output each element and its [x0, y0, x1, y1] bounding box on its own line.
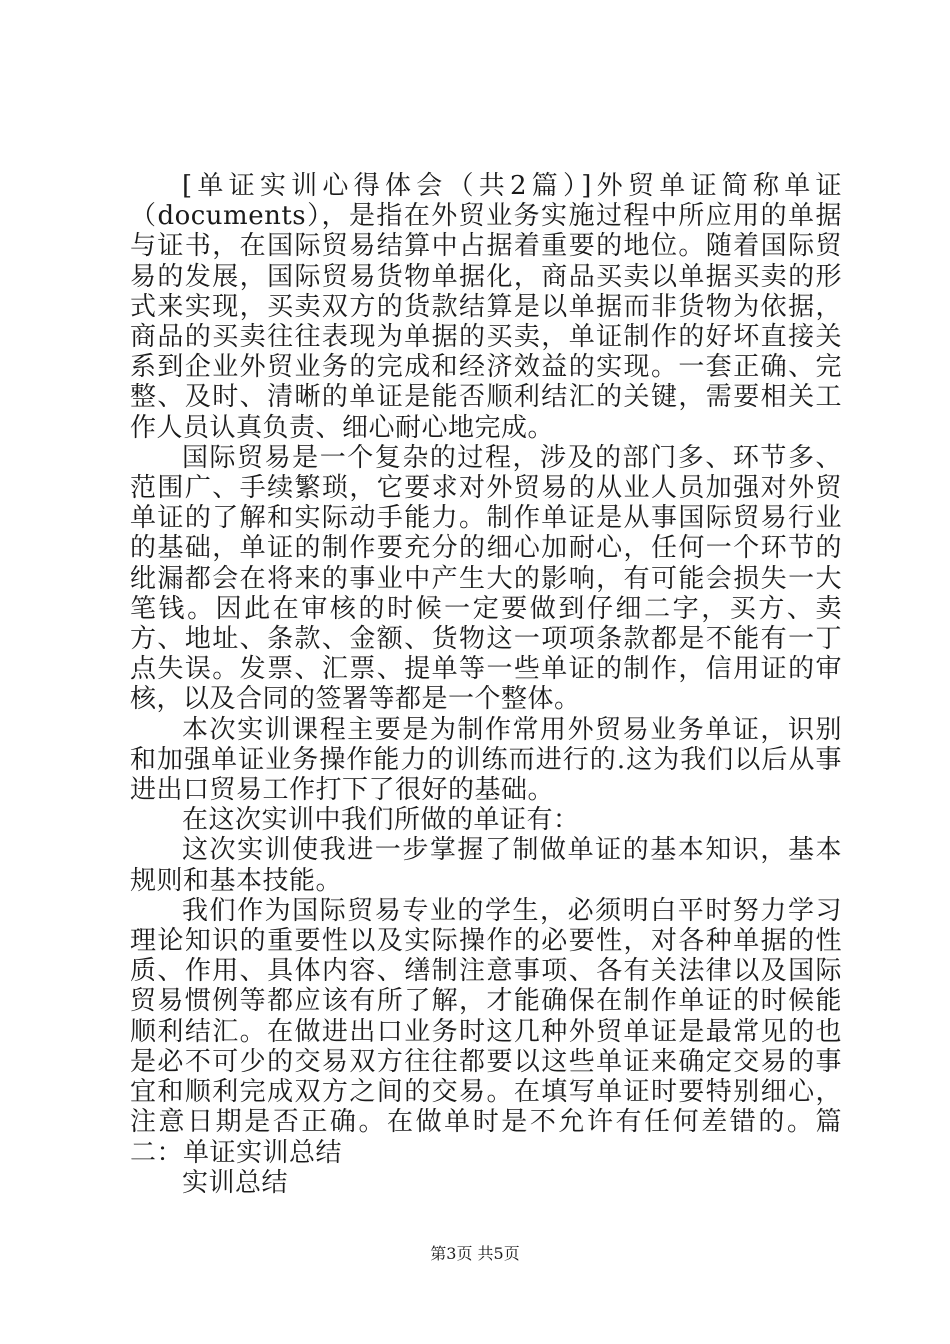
paragraph-intro: [单证实训心得体会（共2篇）]外贸单证简称单证（documents），是指在外贸业务实施过程中所应用的单据与证书，在国际贸易结算中占据着重要的地位。随着国际贸易的发展，国际贸易货物单据化，商品买卖以单据买卖的形式来实现，买卖双方的货款结算是以单据而非货物为依据，商品的买卖往往表现为单据的买卖，单证制作的好坏直接关系到企业外贸业务的完成和经济效益的实现。一套正确、完整、及时、清晰的单证是能否顺利结汇的关键，需要相关工作人员认真负责、细心耐心地完成。: [130, 171, 842, 443]
paragraph-section-heading: 实训总结: [182, 1167, 289, 1198]
paragraph-conclusion: 我们作为国际贸易专业的学生，必须明白平时努力学习理论知识的重要性以及实际操作的必要性，对各种单据的性质、作用、具体内容、缮制注意事项、各有关法律以及国际贸易惯例等都应该有所了解，才能确保在制作单证的时候能顺利结汇。在做进出口业务时这几种外贸单证是最常见的也是必不可少的交易双方往往都要以这些单证来确定交易的事宜和顺利完成双方之间的交易。在填写单证时要特别细心，注意日期是否正确。在做单时是不允许有任何差错的。篇二：单证实训总结: [130, 895, 842, 1168]
document-body: [130, 171, 842, 1198]
page-number: 第3页 共5页: [430, 1244, 520, 1263]
paragraph-course: 本次实训课程主要是为制作常用外贸易业务单证，识别和加强单证业务操作能力的训练而进行的.这为我们以后从事进出口贸易工作打下了很好的基础。: [130, 714, 842, 806]
paragraph-process: 国际贸易是一个复杂的过程，涉及的部门多、环节多、范围广、手续繁琐，它要求对外贸易的从业人员加强对外贸单证的了解和实际动手能力。制作单证是从事国际贸易行业的基础，单证的制作要充分的细心加耐心，任何一个环节的纰漏都会在将来的事业中产生大的影响，有可能会损失一大笔钱。因此在审核的时候一定要做到仔细二字，买方、卖方、地址、条款、金额、货物这一项项条款都是不能有一丁点失误。发票、汇票、提单等一些单证的制作，信用证的审核，以及合同的签署等都是一个整体。: [130, 442, 842, 715]
paragraph-documents-list: 在这次实训中我们所做的单证有：: [182, 805, 580, 836]
paragraph-skills: 这次实训使我进一步掌握了制做单证的基本知识，基本规则和基本技能。: [130, 835, 842, 896]
